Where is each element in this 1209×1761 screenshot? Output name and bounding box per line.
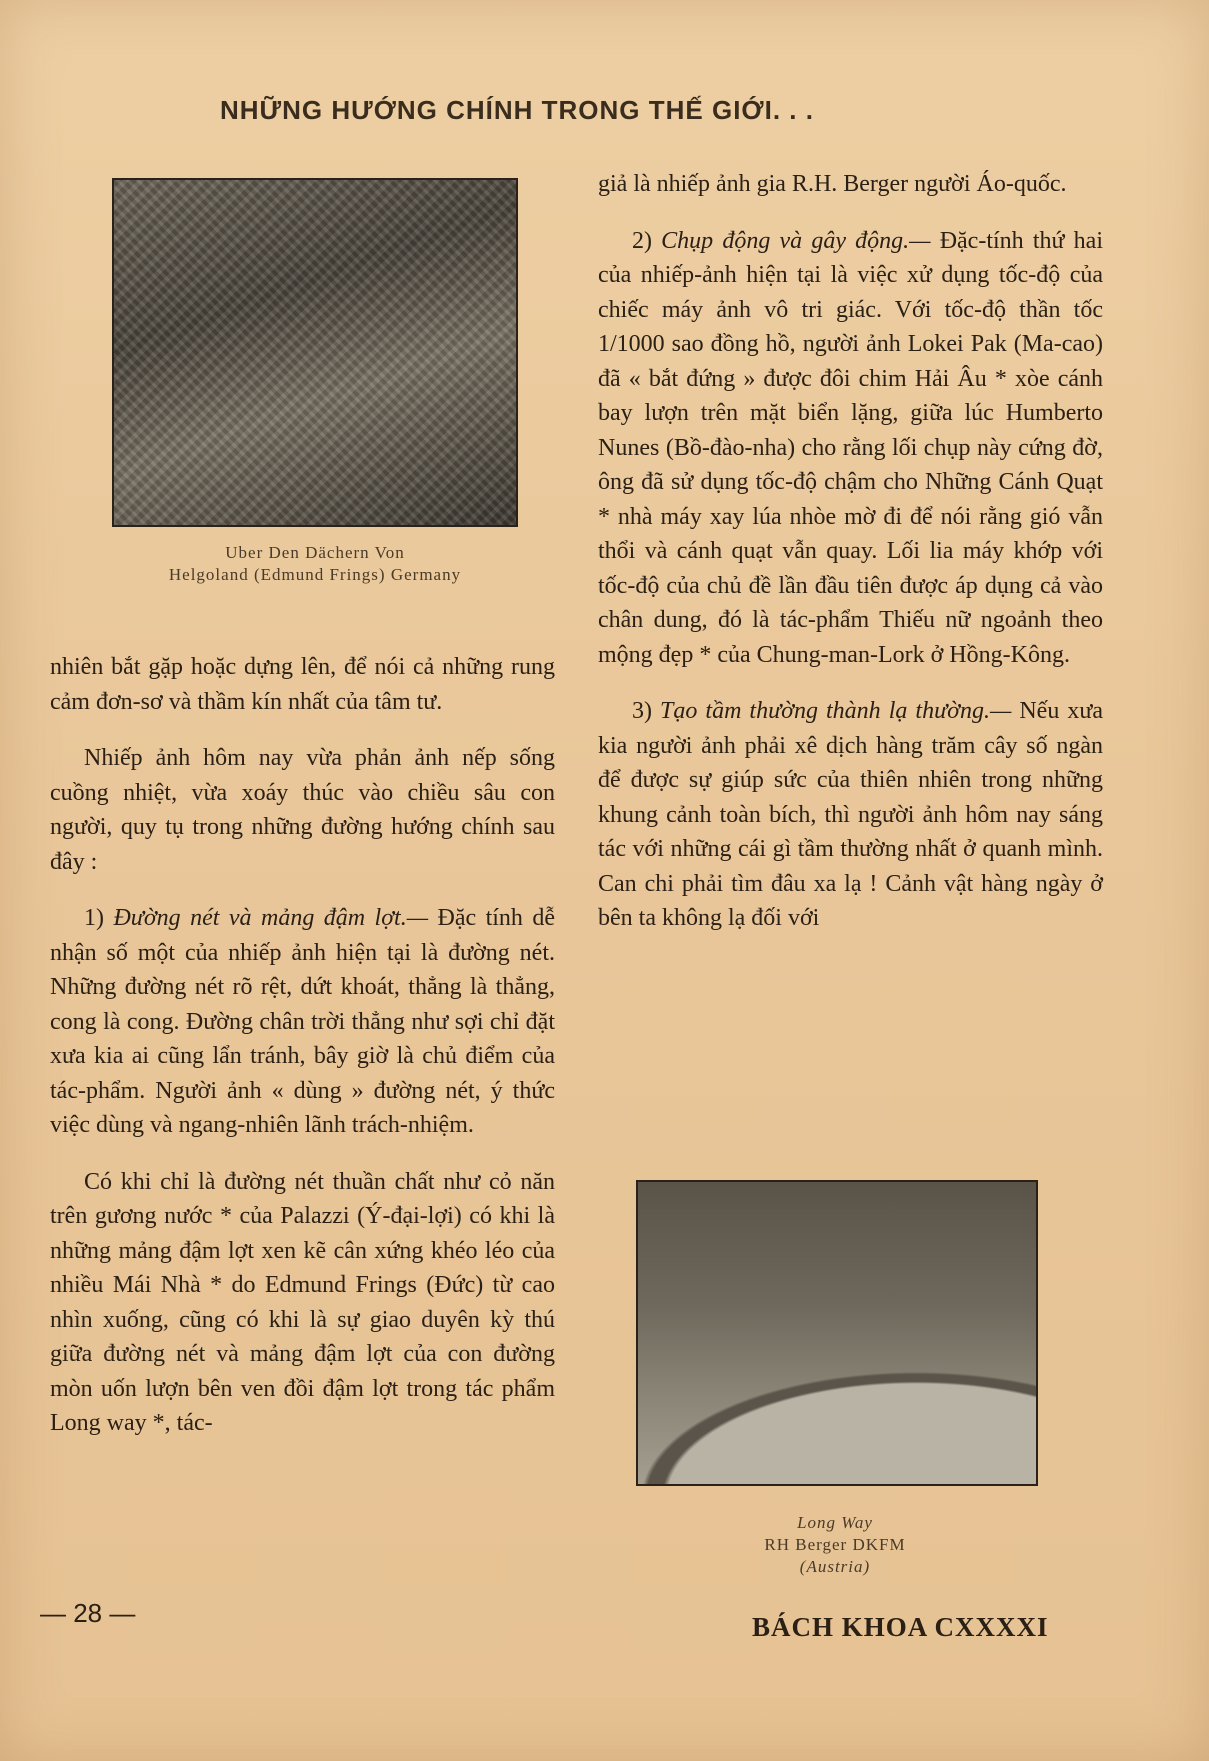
- section-paragraph-3: [598, 694, 1103, 936]
- photo-1-caption: [100, 542, 530, 586]
- journal-title: BÁCH KHOA CXXXXI: [752, 1612, 1049, 1642]
- section-paragraph-1: [50, 901, 555, 1143]
- section-body: Nếu xưa kia người ảnh phải xê dịch hàng trăm cây số ngàn để được sự giúp sức của thiên nhiên trong những khung cảnh toàn bích, thì người ảnh hôm nay sáng tác với những cái gì tầm thường nhất ở quanh mình. Can chi phải tìm đâu xa lạ ! Cảnh vật hàng ngày ở bên ta không lạ đối với: [598, 698, 1104, 931]
- section-number: 2): [632, 227, 652, 254]
- caption-line: Uber Den Dächern Von: [225, 543, 405, 562]
- caption-line: Helgoland (Edmund Frings) Germany: [168, 565, 462, 584]
- section-body: Đặc tính dễ nhận số một của nhiếp ảnh hiện tại là đường nét. Những đường nét rõ rệt, dứt khoát, thẳng là thẳng, cong là cong. Đường chân trời thẳng như sợi chỉ đặt xưa kia ai cũng lẩn tránh, bây giờ là chủ điểm của tác-phẩm. Người ảnh « dùng » đường nét, ý thức việc dùng và ngang-nhiên lãnh trách-nhiệm.: [50, 905, 556, 1138]
- right-column: [598, 167, 1103, 958]
- running-head: NHỮNG HƯỚNG CHÍNH TRONG THẾ GIỚI. . .: [220, 95, 814, 125]
- paragraph: Có khi chỉ là đường nét thuần chất như cỏ năn trên gương nước * của Palazzi (Ý-đại-lợi) có khi là những mảng đậm lợt xen kẽ cân xứng khéo léo của nhiều Mái Nhà * do Edmund Frings (Đức) từ cao nhìn xuống, cũng có khi là sự giao duyên kỳ thú giữa đường nét và mảng đậm lợt của con đường mòn uốn lượn bên ven đồi đậm lợt trong tác phẩm Long way *, tác-: [50, 1168, 555, 1436]
- section-body: Đặc-tính thứ hai của nhiếp-ảnh hiện tại là việc xử dụng tốc-độ của chiếc máy ảnh vô tri giác. Với tốc-độ thần tốc 1/1000 sao đồng hồ, người ảnh Lokei Pak (Ma-cao) đã « bắt đứng » được đôi chim Hải Âu * xòe cánh bay lượn trên mặt biển lặng, giữa lúc Humberto Nunes (Bồ-đào-nha) cho rằng lối chụp này cứng đờ, ông đã sử dụng tốc-độ chậm cho Những Cánh Quạt * nhà máy xay lúa nhòe mờ đi để nói rằng gió vẫn thổi và cánh quạt vẫn quay. Lối lia máy khớp với tốc-độ của chủ đề lần đầu tiên được áp dụng cả vào chân dung, đó là tác-phẩm Thiếu nữ ngoảnh theo mộng đẹp * của Chung-man-Lork ở Hồng-Kông.: [598, 227, 1103, 668]
- section-number: 1): [84, 905, 104, 931]
- photo-long-way: [636, 1180, 1038, 1486]
- caption-line: (Austria): [799, 1557, 871, 1576]
- paragraph: giả là nhiếp ảnh gia R.H. Berger người Áo-quốc.: [598, 171, 1067, 197]
- section-number: 3): [632, 698, 652, 724]
- caption-line: Long Way: [797, 1513, 873, 1532]
- paragraph: nhiên bắt gặp hoặc dựng lên, để nói cả những rung cảm đơn-sơ và thầm kín nhất của tâm tư.: [50, 654, 555, 715]
- photo-2-caption: [700, 1512, 970, 1578]
- section-paragraph-2: [598, 224, 1103, 673]
- section-heading: Tạo tầm thường thành lạ thường.—: [660, 698, 1012, 724]
- page-number: — 28 —: [40, 1598, 136, 1628]
- section-heading: Chụp động và gây động.—: [661, 227, 931, 254]
- section-heading: Đường nét và mảng đậm lợt.—: [113, 905, 429, 931]
- photo-rooftops: [112, 178, 518, 527]
- left-column: [50, 650, 555, 1463]
- caption-line: RH Berger DKFM: [764, 1535, 906, 1554]
- paragraph: Nhiếp ảnh hôm nay vừa phản ảnh nếp sống cuồng nhiệt, vừa xoáy thúc vào chiều sâu con người, quy tụ trong những đường hướng chính sau đây :: [50, 745, 555, 875]
